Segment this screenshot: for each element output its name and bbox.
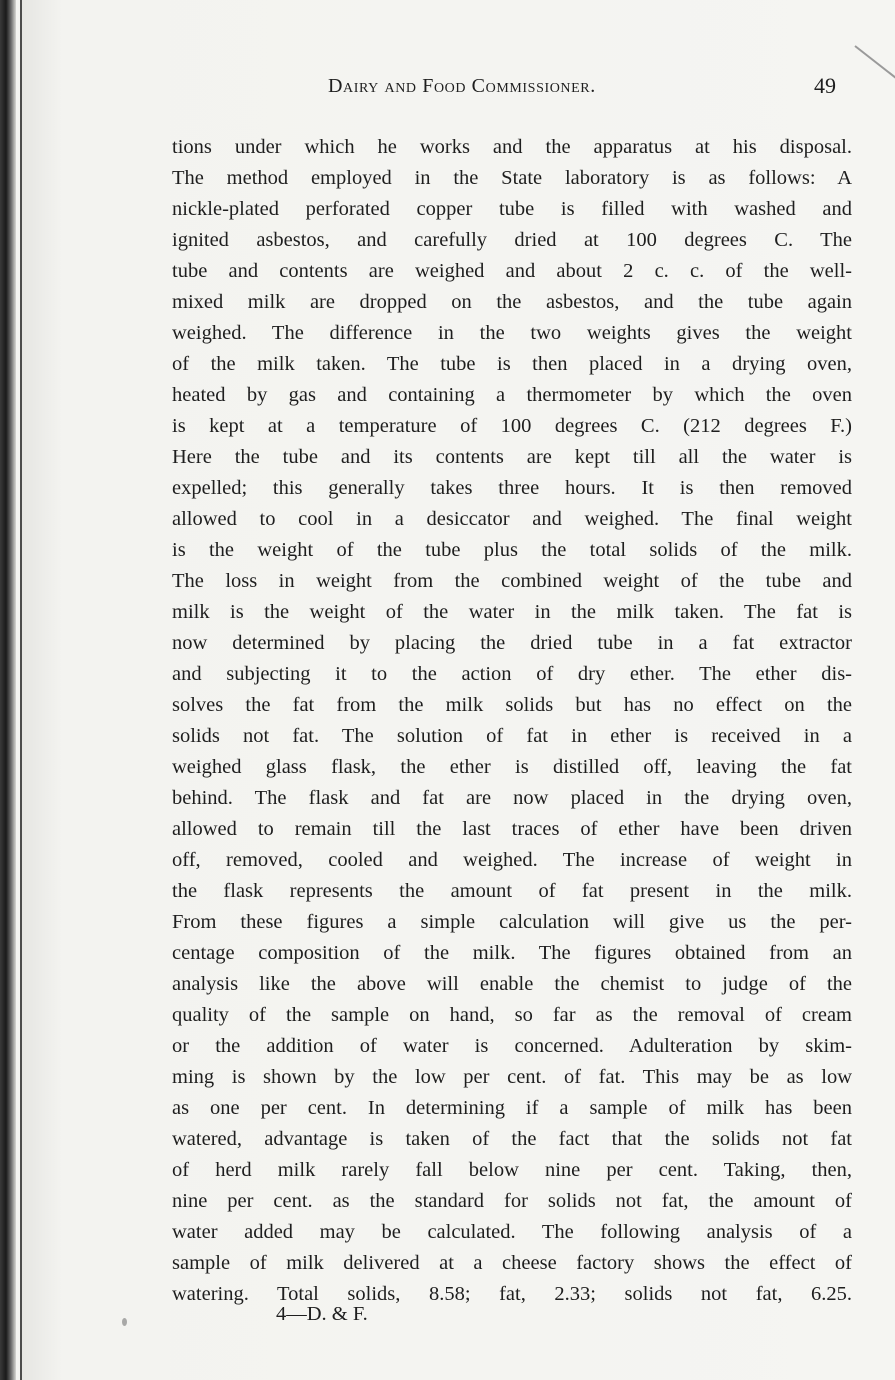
text-line: as one per cent. In determining if a sample of milk has been xyxy=(172,1097,852,1119)
text-line: allowed to cool in a desiccator and weighed. The final weight xyxy=(172,508,852,530)
text-line: and subjecting it to the action of dry ether. The ether dis- xyxy=(172,663,852,685)
text-line: off, removed, cooled and weighed. The increase of weight in xyxy=(172,849,852,871)
text-line: sample of milk delivered at a cheese factory shows the effect of xyxy=(172,1252,852,1274)
running-header-title: Dairy and Food Commissioner. xyxy=(328,75,596,97)
text-line: weighed glass flask, the ether is distilled off, leaving the fat xyxy=(172,756,852,778)
page-number: 49 xyxy=(814,73,836,98)
text-line: mixed milk are dropped on the asbestos, and the tube again xyxy=(172,291,852,313)
text-line: of herd milk rarely fall below nine per cent. Taking, then, xyxy=(172,1159,852,1181)
text-line: weighed. The difference in the two weights gives the weight xyxy=(172,322,852,344)
text-line: From these figures a simple calculation will give us the per- xyxy=(172,911,852,933)
text-line: tions under which he works and the apparatus at his disposal. xyxy=(172,136,852,158)
text-line: allowed to remain till the last traces of ether have been driven xyxy=(172,818,852,840)
text-line: The loss in weight from the combined weight of the tube and xyxy=(172,570,852,592)
text-line: is kept at a temperature of 100 degrees C. (212 degrees F.) xyxy=(172,415,852,437)
text-line: of the milk taken. The tube is then placed in a drying oven, xyxy=(172,353,852,375)
text-line: tube and contents are weighed and about 2 c. c. of the well- xyxy=(172,260,852,282)
text-line: or the addition of water is concerned. Adulteration by skim- xyxy=(172,1035,852,1057)
text-line: nine per cent. as the standard for solids not fat, the amount of xyxy=(172,1190,852,1212)
text-line: The method employed in the State laboratory is as follows: A xyxy=(172,167,852,189)
text-line: Here the tube and its contents are kept till all the water is xyxy=(172,446,852,468)
text-line: ming is shown by the low per cent. of fat. This may be as low xyxy=(172,1066,852,1088)
scan-speck xyxy=(122,1318,127,1326)
text-line: watered, advantage is taken of the fact that the solids not fat xyxy=(172,1128,852,1150)
text-line: now determined by placing the dried tube in a fat extractor xyxy=(172,632,852,654)
text-line: analysis like the above will enable the chemist to judge of the xyxy=(172,973,852,995)
text-line: solves the fat from the milk solids but has no effect on the xyxy=(172,694,852,716)
text-line: heated by gas and containing a thermometer by which the oven xyxy=(172,384,852,406)
text-line: is the weight of the tube plus the total solids of the milk. xyxy=(172,539,852,561)
text-line: quality of the sample on hand, so far as the removal of cream xyxy=(172,1004,852,1026)
text-line: expelled; this generally takes three hours. It is then removed xyxy=(172,477,852,499)
signature-mark: 4—D. & F. xyxy=(276,1303,368,1325)
text-line: nickle-plated perforated copper tube is filled with washed and xyxy=(172,198,852,220)
text-line: centage composition of the milk. The figures obtained from an xyxy=(172,942,852,964)
text-line: milk is the weight of the water in the milk taken. The fat is xyxy=(172,601,852,623)
text-line: the flask represents the amount of fat present in the milk. xyxy=(172,880,852,902)
body-text xyxy=(172,132,852,1310)
text-line: behind. The flask and fat are now placed in the drying oven, xyxy=(172,787,852,809)
text-line: ignited asbestos, and carefully dried at 100 degrees C. The xyxy=(172,229,852,251)
text-line: water added may be calculated. The following analysis of a xyxy=(172,1221,852,1243)
scan-binding-edge xyxy=(0,0,16,1380)
text-line: solids not fat. The solution of fat in ether is received in a xyxy=(172,725,852,747)
text-line: watering. Total solids, 8.58; fat, 2.33; solids not fat, 6.25. xyxy=(172,1283,852,1305)
